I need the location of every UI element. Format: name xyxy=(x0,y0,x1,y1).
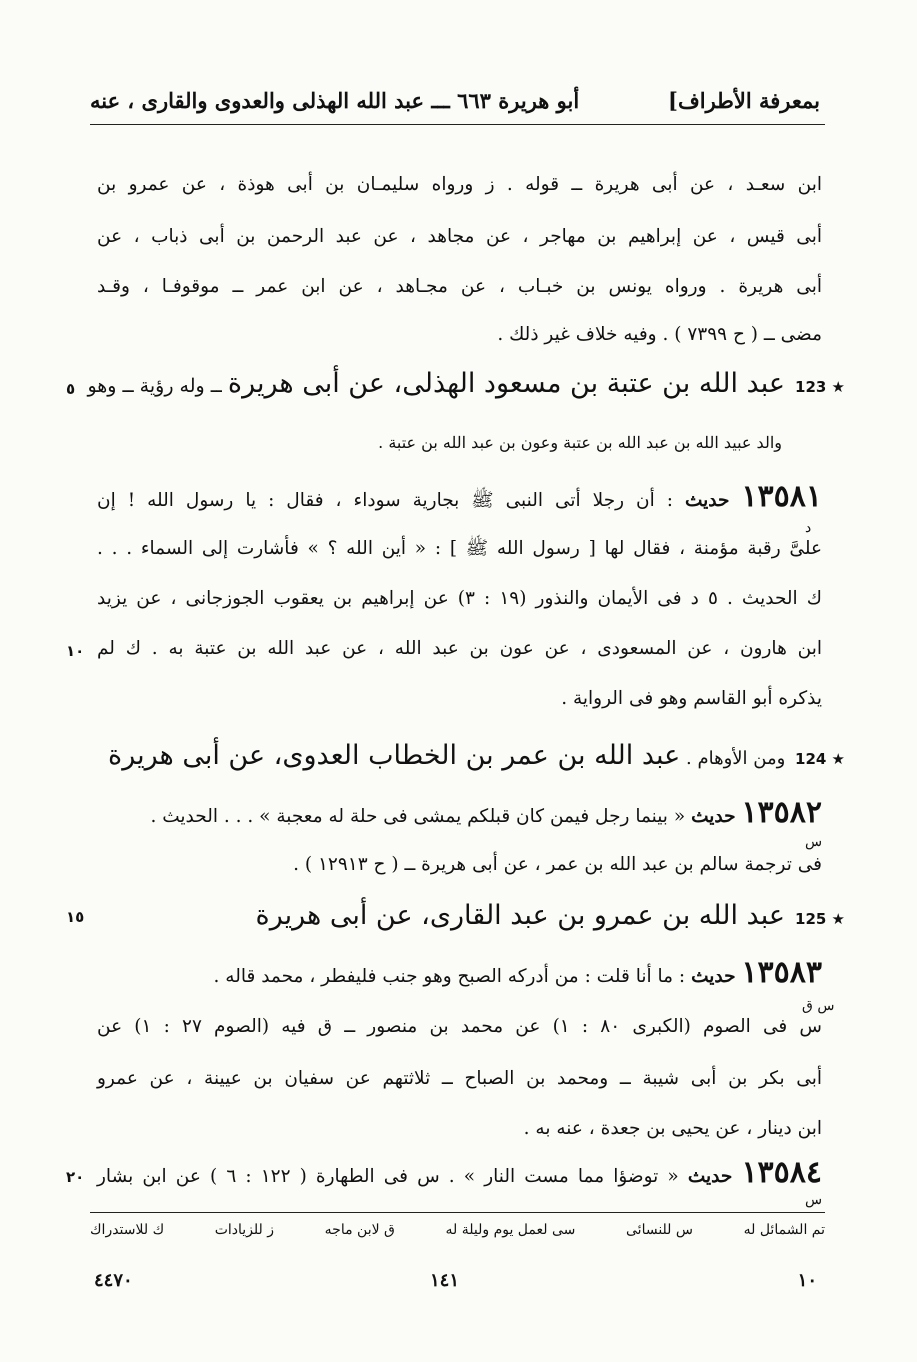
hadith-label: حديث xyxy=(687,1166,733,1187)
entry-title: عبد الله بن عمرو بن عبد القارى، عن أبى هريرة xyxy=(255,900,785,931)
entry-number: 124 ★ xyxy=(795,750,845,768)
abbreviation-item: ز للزيادات xyxy=(214,1222,275,1238)
entry-125-heading xyxy=(256,900,845,931)
header-right: بمعرفة الأطراف] xyxy=(668,88,820,113)
abbreviation-item: تم الشمائل له xyxy=(743,1222,825,1238)
hadith-text: « بينما رجل فيمن كان قبلكم يمشى فى حلة له معجبة » . . . الحديث . xyxy=(150,806,686,827)
siglum: س ق xyxy=(802,998,835,1014)
text-line: فى ترجمة سالم بن عبد الله بن عمر ، عن أبى هريرة ــ ( ح ١٢٩١٣ ) . xyxy=(293,854,822,875)
hadith-number: ١٣٥٨١ xyxy=(741,479,822,514)
hadith-13582-first-line xyxy=(97,795,822,830)
text-line: علىَّ رقبة مؤمنة ، فقال لها [ رسول الله ﷺ ] : « أين الله ؟ » فأشارت إلى السماء . . . xyxy=(97,538,822,559)
siglum: س xyxy=(805,1192,823,1208)
text-line: يذكره أبو القاسم وهو فى الرواية . xyxy=(561,688,822,709)
margin-line-number: ٢٠ xyxy=(66,1168,85,1186)
running-header xyxy=(90,88,820,124)
footnote-rule xyxy=(90,1212,825,1213)
header-rule xyxy=(90,124,825,125)
abbreviation-key xyxy=(90,1222,825,1238)
entry-title: عبد الله بن عمر بن الخطاب العدوى، عن أبى هريرة xyxy=(108,740,681,771)
hadith-number: ١٣٥٨٣ xyxy=(741,955,822,990)
hadith-label: حديث xyxy=(691,806,736,827)
text-line: ك الحديث . ٥ د فى الأيمان والنذور (١٩ : ٣) عن إبراهيم بن يعقوب الجوزجانى ، عن يزيد xyxy=(97,588,823,609)
footer-serial-number: ٤٤٧٠ xyxy=(94,1270,133,1291)
abbreviation-item: س للنسائى xyxy=(626,1222,693,1238)
hadith-label: حديث xyxy=(691,966,736,987)
text-line: ابن هارون ، عن المسعودى ، عن عون بن عبد الله ، عن عبد الله بن عتبة به . ك لم xyxy=(97,638,822,659)
page-number: ١٤١ xyxy=(430,1270,460,1291)
hadith-number: ١٣٥٨٢ xyxy=(741,795,822,830)
siglum: د xyxy=(805,520,812,536)
text-line: أبى هريرة . ورواه يونس بن خبـاب ، عن مجـاهد ، عن ابن عمر ــ موقوفـا ، وقـد xyxy=(97,276,822,297)
entry-123-heading xyxy=(85,368,845,399)
text-line: مضى ــ ( ح ٧٣٩٩ ) . وفيه خلاف غير ذلك . xyxy=(497,324,822,345)
footer-volume-number: ١٠ xyxy=(797,1270,817,1291)
margin-line-number: ٥ xyxy=(66,380,76,398)
hadith-13584-first-line xyxy=(97,1155,823,1190)
hadith-text: : أن رجلا أتى النبى ﷺ بجارية سوداء ، فقال : يا رسول الله ! إن xyxy=(97,490,673,511)
text-line: أبى بكر بن أبى شيبة ــ ومحمد بن الصباح ــ ثلاثتهم عن سفيان بن عيينة ، عن عمرو xyxy=(97,1068,822,1089)
hadith-text: : ما أنا قلت : من أدركه الصبح وهو جنب فليفطر ، محمد قاله . xyxy=(213,966,686,987)
text-line: أبى قيس ، عن إبراهيم بن مهاجر ، عن مجاهد ، عن عبد الرحمن بن أبى ذباب ، عن xyxy=(97,226,822,247)
hadith-13581-first-line xyxy=(97,479,822,514)
hadith-label: حديث xyxy=(684,490,730,511)
hadith-number: ١٣٥٨٤ xyxy=(741,1155,823,1190)
text-line: س فى الصوم (الكبرى ٨٠ : ١) عن محمد بن منصور ــ ق فيه (الصوم ٢٧ : ١) عن xyxy=(97,1016,822,1037)
hadith-text: « توضؤا مما مست النار » . س فى الطهارة ( ١٢٢ : ٦ ) عن ابن بشار xyxy=(97,1166,679,1187)
entry-number: 125 ★ xyxy=(795,910,845,928)
abbreviation-item: سى لعمل يوم وليلة له xyxy=(445,1222,576,1238)
entry-number: 123 ★ xyxy=(795,378,845,396)
text-line: ابن سعـد ، عن أبى هريرة ــ قوله . ز ورواه سليمـان بن أبى هوذة ، عن عمرو بن xyxy=(97,174,822,195)
entry-suffix: ــ وله رؤية ــ وهو xyxy=(87,375,222,397)
entry-124-heading xyxy=(85,740,845,771)
entry-prefix: ومن الأوهام . xyxy=(686,748,786,769)
text-line: ابن دينار ، عن يحيى بن جعدة ، عنه به . xyxy=(523,1118,822,1139)
page-footer xyxy=(90,1270,825,1300)
entry-title: عبد الله بن عتبة بن مسعود الهذلى، عن أبى هريرة xyxy=(227,368,785,399)
text-line: والد عبيد الله بن عبد الله بن عتبة وعون بن عبد الله بن عتبة . xyxy=(378,433,782,452)
hadith-13583-first-line xyxy=(97,955,822,990)
abbreviation-item: ك للاستدراك xyxy=(90,1222,165,1238)
abbreviation-item: ق لابن ماجه xyxy=(324,1222,395,1238)
margin-line-number: ١٥ xyxy=(66,908,85,926)
margin-line-number: ١٠ xyxy=(66,642,85,660)
siglum: س xyxy=(805,834,823,850)
header-left: أبو هريرة ٦٦٣ ـــ عبد الله الهذلى والعدوى والقارى ، عنه xyxy=(90,88,580,113)
